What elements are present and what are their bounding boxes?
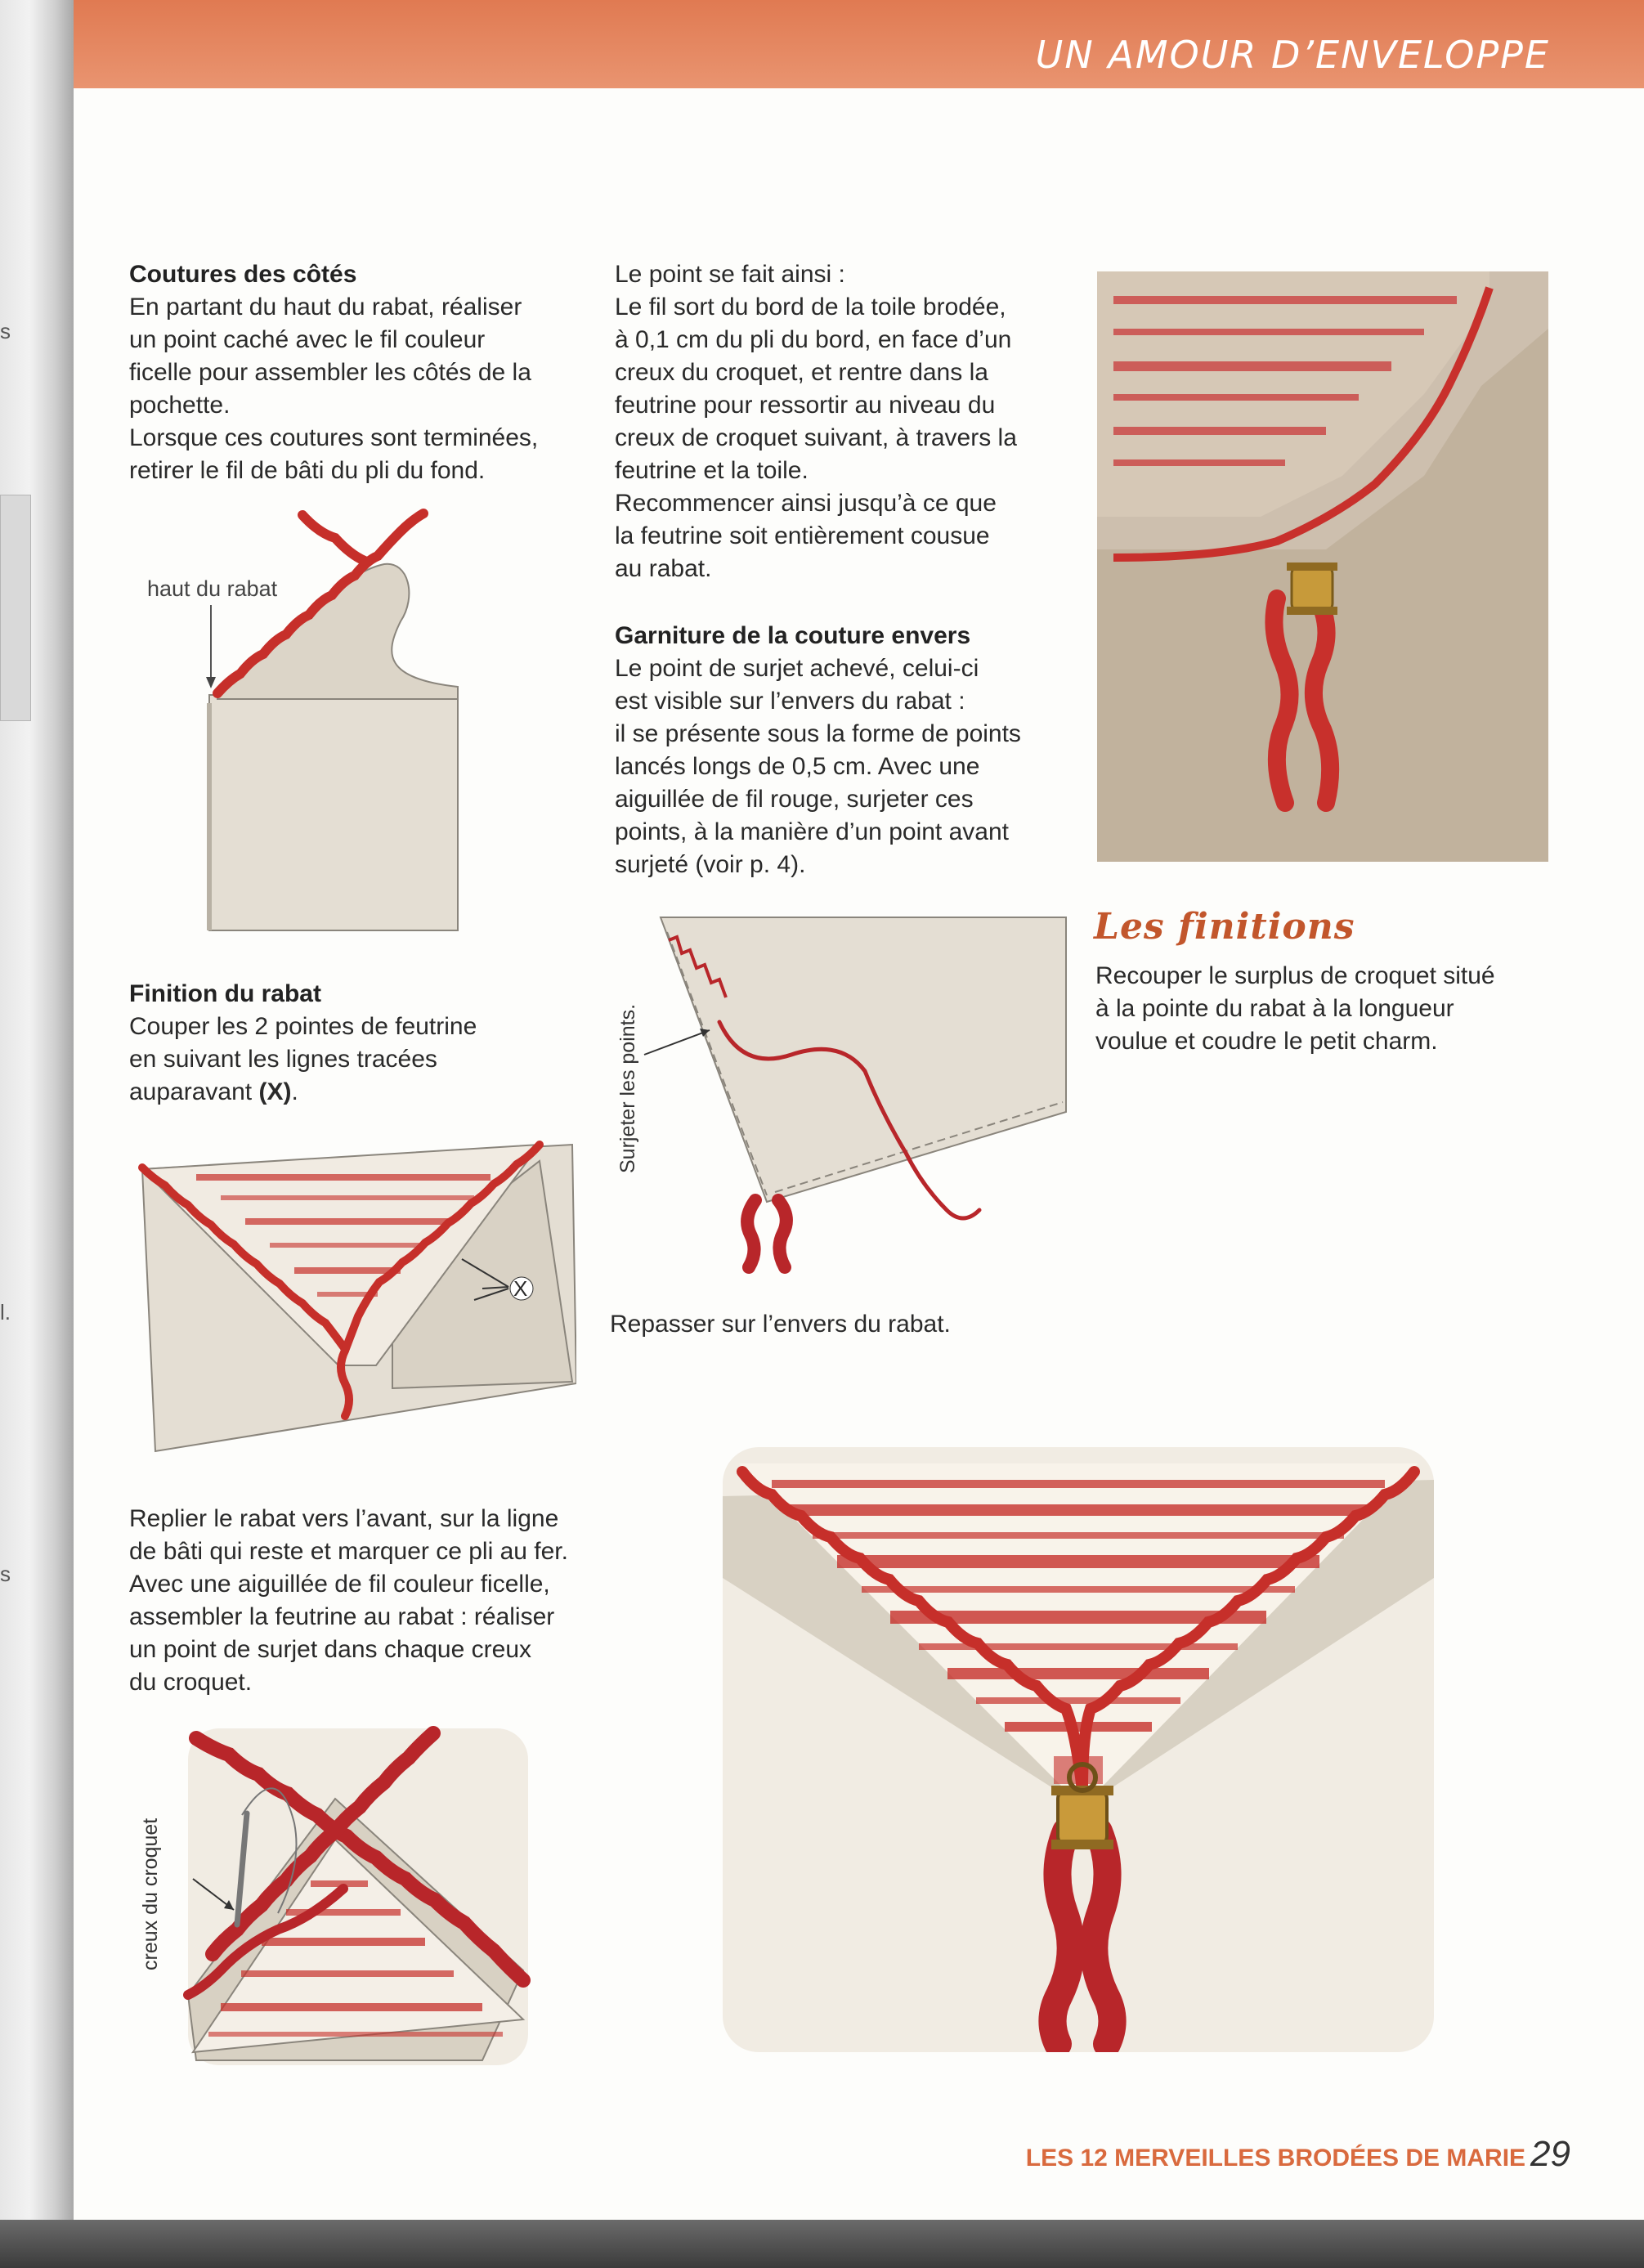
gutter-tab [0,495,31,721]
section-finition-rabat [129,978,587,1109]
figure-caption: Repasser sur l’envers du rabat. [610,1311,951,1338]
diagram-surjeter [611,908,1069,1275]
text-line: la feutrine soit entièrement cousue [615,522,990,549]
finished-flap-photo [1097,271,1548,862]
text-line: Recommencer ainsi jusqu’à ce que [615,490,997,517]
diagram-label: creux du croquet [139,1818,162,1970]
section-title: Finition du rabat [129,980,321,1007]
text-line: ficelle pour assembler les côtés de la [129,359,531,386]
gutter-letter: l. [0,1300,11,1324]
magazine-title: LES 12 MERVEILLES BRODÉES DE MARIE [1025,2145,1526,2172]
header-band [0,0,1644,88]
section-point [615,258,1073,585]
text-line: En partant du haut du rabat, réaliser [129,294,522,320]
spool-charm [1058,1791,1107,1844]
section-title: Garniture de la couture envers [615,622,971,649]
text-line: points, à la manière d’un point avant [615,818,1009,845]
spool-charm [1292,566,1333,612]
diagram-creux-croquet [139,1725,548,2069]
text-line: de bâti qui reste et marquer ce pli au fer. [129,1538,568,1565]
text-line: feutrine et la toile. [615,457,809,484]
pocket-side-illustration [139,499,466,940]
flap-underside-illustration [611,908,1069,1275]
text-line: Avec une aiguillée de fil couleur ficelle, [129,1571,550,1598]
envelope-illustration [723,1447,1434,2052]
text-line: aiguillée de fil rouge, surjeter ces [615,786,974,813]
section-garniture [615,620,1073,881]
text-line [129,1076,587,1109]
needle-seam-illustration [139,1725,548,2069]
text-line: du croquet. [129,1669,253,1696]
text-line: retirer le fil de bâti du pli du fond. [129,457,486,484]
x-marker: X [513,1276,528,1301]
binding-gutter [0,0,74,2224]
diagram-haut-du-rabat [139,499,466,940]
text-line: à 0,1 cm du pli du bord, en face d’un [615,326,1012,353]
needle [237,1813,247,1925]
text-line: surjeté (voir p. 4). [615,851,806,878]
text-line: un point de surjet dans chaque creux [129,1636,531,1663]
text-line: en suivant les lignes tracées [129,1046,437,1073]
text-line: pochette. [129,392,231,419]
photo-drawing [1097,271,1548,862]
text-line: Replier le rabat vers l’avant, sur la ligne [129,1505,559,1532]
section-coutures [129,258,587,487]
text-line: Lorsque ces coutures sont terminées, [129,424,539,451]
section-title-finitions: Les finitions [1094,906,1355,948]
diagram-finished-envelope [723,1447,1434,2052]
section-title: Coutures des côtés [129,261,357,288]
gutter-letter: s [0,319,11,343]
text-line: il se présente sous la forme de points [615,720,1021,747]
text-line: voulue et coudre le petit charm. [1095,1028,1438,1055]
text-line: feutrine pour ressortir au niveau du [615,392,996,419]
text-span: auparavant [129,1078,259,1105]
text-line: Couper les 2 pointes de feutrine [129,1013,477,1040]
text-line: Recouper le surplus de croquet situé [1095,962,1495,989]
text-span: . [291,1078,298,1105]
section-replier [129,1503,603,1699]
page-footer [1026,2134,1570,2175]
page-title: UN AMOUR D’ENVELOPPE [1035,33,1550,77]
text-line: est visible sur l’envers du rabat : [615,688,965,715]
page-number: 29 [1530,2134,1570,2174]
text-line: creux de croquet suivant, à travers la [615,424,1017,451]
text-line: lancés longs de 0,5 cm. Avec une [615,753,980,780]
text-line: au rabat. [615,555,712,582]
text-line: assembler la feutrine au rabat : réaliser [129,1603,555,1630]
bold-marker: (X) [258,1078,292,1105]
envelope-flap-illustration [131,1128,576,1455]
diagram-finition-x [131,1128,576,1455]
diagram-label: haut du rabat [147,576,278,601]
text-line: creux du croquet, et rentre dans la [615,359,988,386]
scan-bottom-edge [0,2220,1644,2268]
text-line: un point caché avec le fil couleur [129,326,486,353]
text-line: Le point se fait ainsi : [615,261,845,288]
section-finitions [1095,960,1553,1058]
diagram-label: Surjeter les points. [616,1003,639,1173]
text-line: Le fil sort du bord de la toile brodée, [615,294,1006,320]
text-line: Le point de surjet achevé, celui-ci [615,655,979,682]
text-line: à la pointe du rabat à la longueur [1095,995,1454,1022]
gutter-letter: s [0,1562,11,1586]
